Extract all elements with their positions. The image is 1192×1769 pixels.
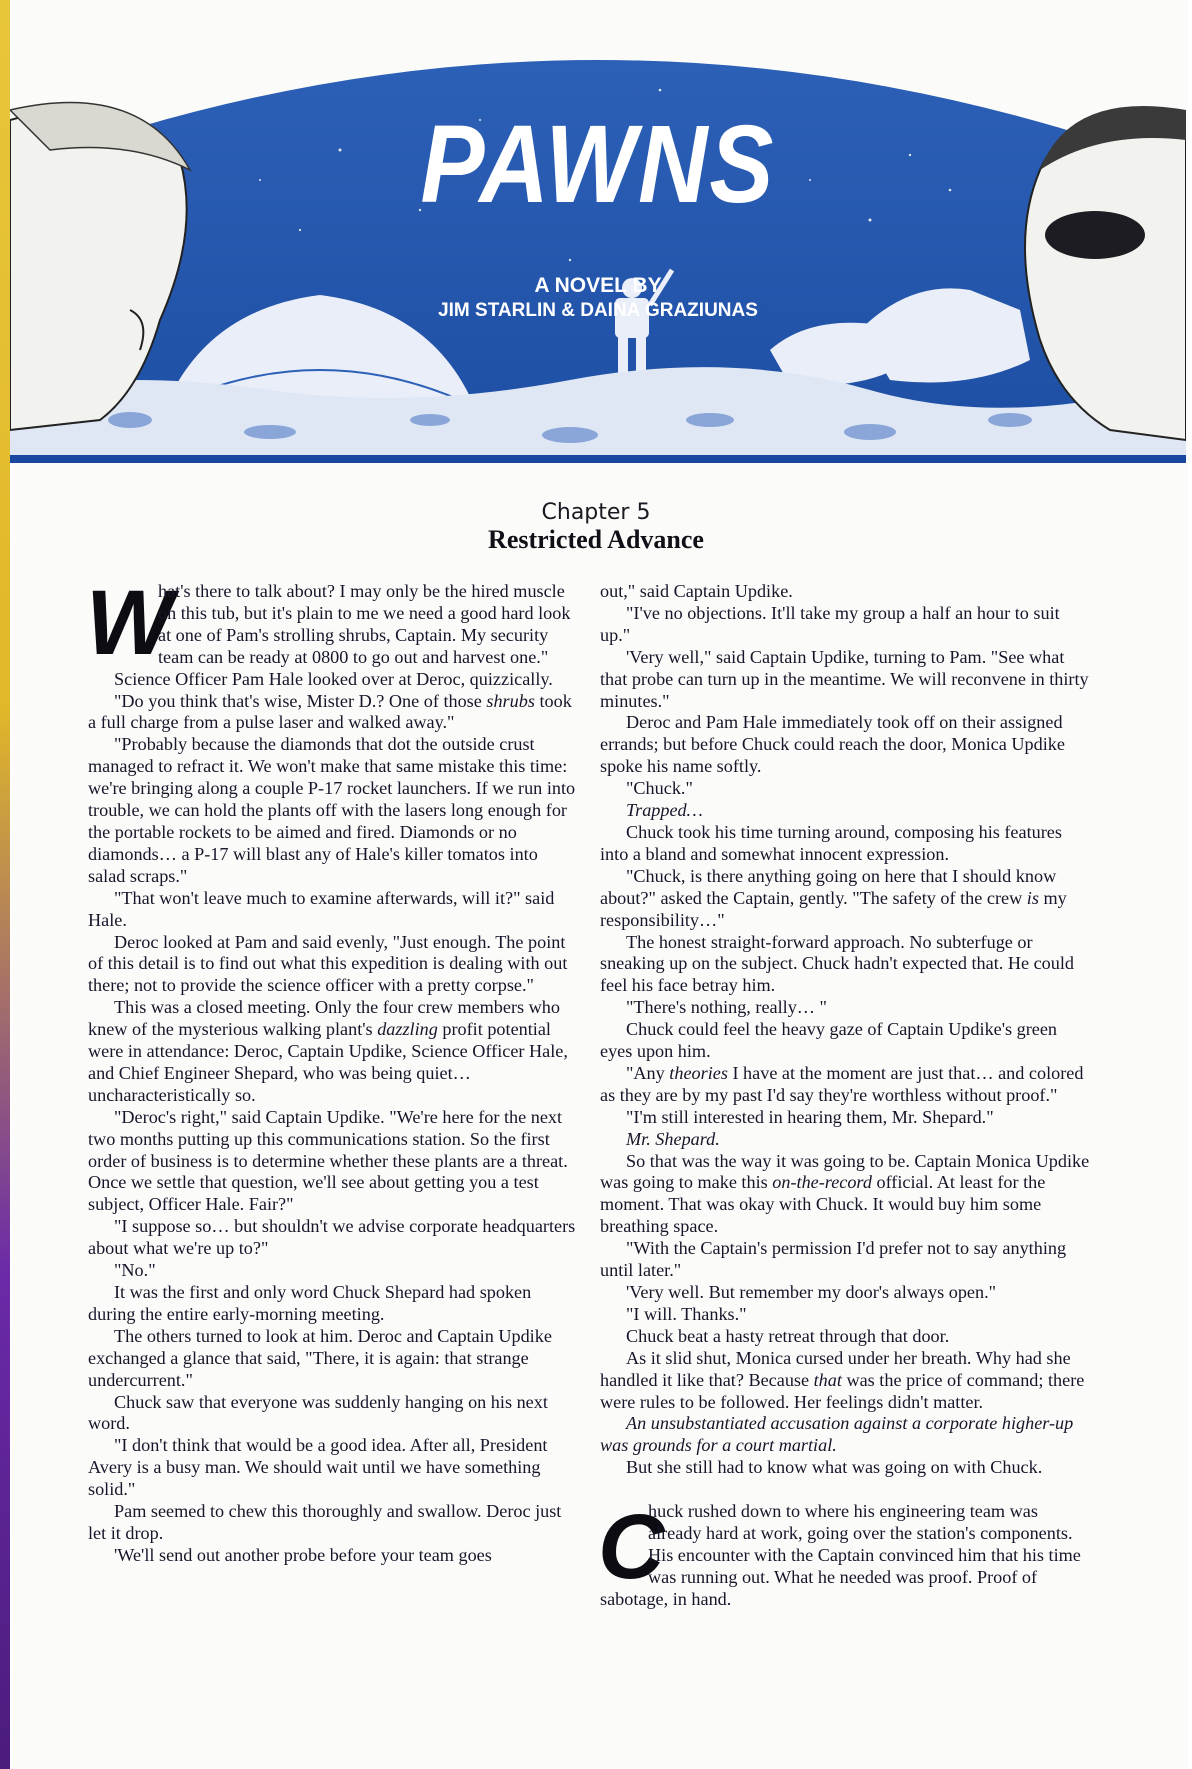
paragraph: "Chuck." (626, 778, 693, 799)
paragraph: The honest straight-forward approach. No subterfuge or sneaking up on the subject. Chuck hadn't expected that. He could feel his face betray him. (600, 931, 1075, 996)
paragraph: "Probably because the diamonds that dot the outside crust managed to refract it. We won't make that same mistake this time: we're bringing along a couple P-17 rocket launchers. If we run into trouble, we can hold the plants off with the lasers long enough for the portable rockets to be aimed and fired. Diamonds or no diamonds… a P-17 will blast any of Hale's killer tomatos into salad scraps." (88, 734, 576, 886)
paragraph: This was a closed meeting. Only the four crew members who knew of the mysterious walking plant's dazzling profit potential were in attendance: Deroc, Captain Updike, Science Officer Hale, and Chief Engineer Shepard, who was being quiet… uncharacteristically so. (88, 997, 568, 1105)
paragraph: It was the first and only word Chuck Shepard had spoken during the entire early-morning meeting. (88, 1282, 532, 1324)
left-color-rule (0, 0, 10, 1769)
chapter-number: Chapter 5 (541, 500, 651, 525)
paragraph: Chuck beat a hasty retreat through that door. (626, 1325, 950, 1346)
paragraph: "Deroc's right," said Captain Updike. "We're here for the next two months putting up this communications station. So the first order of business is to determine whether these plants are a threat. Once we settle that question, we'll see about getting you a test subject, Officer Hale. Fair?" (88, 1106, 568, 1215)
paragraph: out," said Captain Updike. (600, 581, 793, 601)
paragraph: As it slid shut, Monica cursed under her breath. Why had she handled it like that? Because that was the price of command; there were rules to be followed. Her feelings didn't matter. (600, 1347, 1085, 1412)
paragraph: The others turned to look at him. Deroc and Captain Updike exchanged a glance that said, "There, it is again: that strange undercurrent." (88, 1325, 552, 1390)
paragraph: "Chuck, is there anything going on here that I should know about?" asked the Captain, gently. "The safety of the crew is my responsibility…" (600, 865, 1067, 930)
paragraph: Deroc looked at Pam and said evenly, "Just enough. The point of this detail is to find out what this expedition is dealing with out there; not to provide the science officer with a pretty corpse." (88, 931, 568, 996)
title-banner (10, 60, 1186, 480)
paragraph: So that was the way it was going to be. Captain Monica Updike was going to make this on-the-record official. At least for the moment. That was okay with Chuck. It would buy him some breathing space. (600, 1150, 1090, 1237)
paragraph: "I don't think that would be a good idea. After all, President Avery is a busy man. We should wait until we have something solid." (88, 1435, 548, 1500)
left-column (86, 572, 578, 1567)
paragraph: 'We'll send out another probe before your team goes (114, 1544, 492, 1565)
paragraph: "Any theories I have at the moment are just that… and colored as they are by my past I'd say they're worthless without proof." (600, 1062, 1084, 1105)
authors: JIM STARLIN & DAINA GRAZIUNAS (438, 300, 758, 321)
paragraph: "I will. Thanks." (626, 1303, 747, 1324)
drop-cap: W (86, 572, 173, 674)
paragraph: 'Very well," said Captain Updike, turning to Pam. "See what that probe can turn up in the meantime. We will reconvene in thirty minutes." (600, 646, 1089, 711)
paragraph: Chuck could feel the heavy gaze of Captain Updike's green eyes upon him. (600, 1019, 1058, 1062)
paragraph: But she still had to know what was going on with Chuck. (626, 1457, 1043, 1478)
paragraph: Pam seemed to chew this thoroughly and swallow. Deroc just let it drop. (88, 1501, 562, 1543)
paragraph: "No." (114, 1260, 156, 1281)
banner-base-line (10, 455, 1186, 463)
drop-cap: C (598, 1496, 665, 1599)
paragraph: "I'm still interested in hearing them, Mr. Shepard." (626, 1106, 994, 1127)
paragraph: "I suppose so… but shouldn't we advise corporate headquarters about what we're up to?" (88, 1216, 576, 1259)
paragraph: An unsubstantiated accusation against a corporate higher-up was grounds for a court martial. (600, 1413, 1074, 1456)
paragraph: Chuck took his time turning around, composing his features into a bland and somewhat innocent expression. (600, 821, 1062, 864)
paragraph: Science Officer Pam Hale looked over at Deroc, quizzically. (114, 668, 553, 689)
paragraph: C huck rushed down to where his engineering team was already hard at work, going over the station's components. His encounter with the Captain convinced him that his time was running out. What he needed was proof. Proof of sabotage, in hand. (598, 1496, 1081, 1609)
paragraph: 'Very well. But remember my door's always open." (626, 1282, 997, 1302)
chapter-title: Restricted Advance (488, 525, 704, 554)
right-column (600, 581, 1092, 1611)
paragraph: "With the Captain's permission I'd prefer not to say anything until later." (600, 1238, 1067, 1281)
byline-label: A NOVEL BY (534, 274, 662, 297)
paragraph: Trapped… (626, 800, 703, 821)
paragraph: "That won't leave much to examine afterwards, will it?" said Hale. (88, 887, 555, 930)
paragraph: "I've no objections. It'll take my group a half an hour to suit up." (600, 602, 1060, 645)
novel-title: PAWNS (420, 102, 776, 226)
section-break (600, 1479, 1092, 1501)
paragraph: Chuck saw that everyone was suddenly hanging on his next word. (88, 1391, 548, 1434)
paragraph: W hat's there to talk about? I may only be the hired muscle on this tub, but it's plain to me we need a good hard look at one of Pam's strolling shrubs, Captain. My security team can be ready at 0800 to go out and harvest one." (86, 572, 571, 674)
paragraph: Deroc and Pam Hale immediately took off on their assigned errands; but before Chuck could reach the door, Monica Updike spoke his name softly. (600, 712, 1065, 777)
paragraph: Mr. Shepard. (626, 1128, 720, 1149)
paragraph: "There's nothing, really… " (626, 997, 827, 1018)
paragraph: "Do you think that's wise, Mister D.? One of those shrubs took a full charge from a pulse laser and walked away." (88, 690, 572, 733)
